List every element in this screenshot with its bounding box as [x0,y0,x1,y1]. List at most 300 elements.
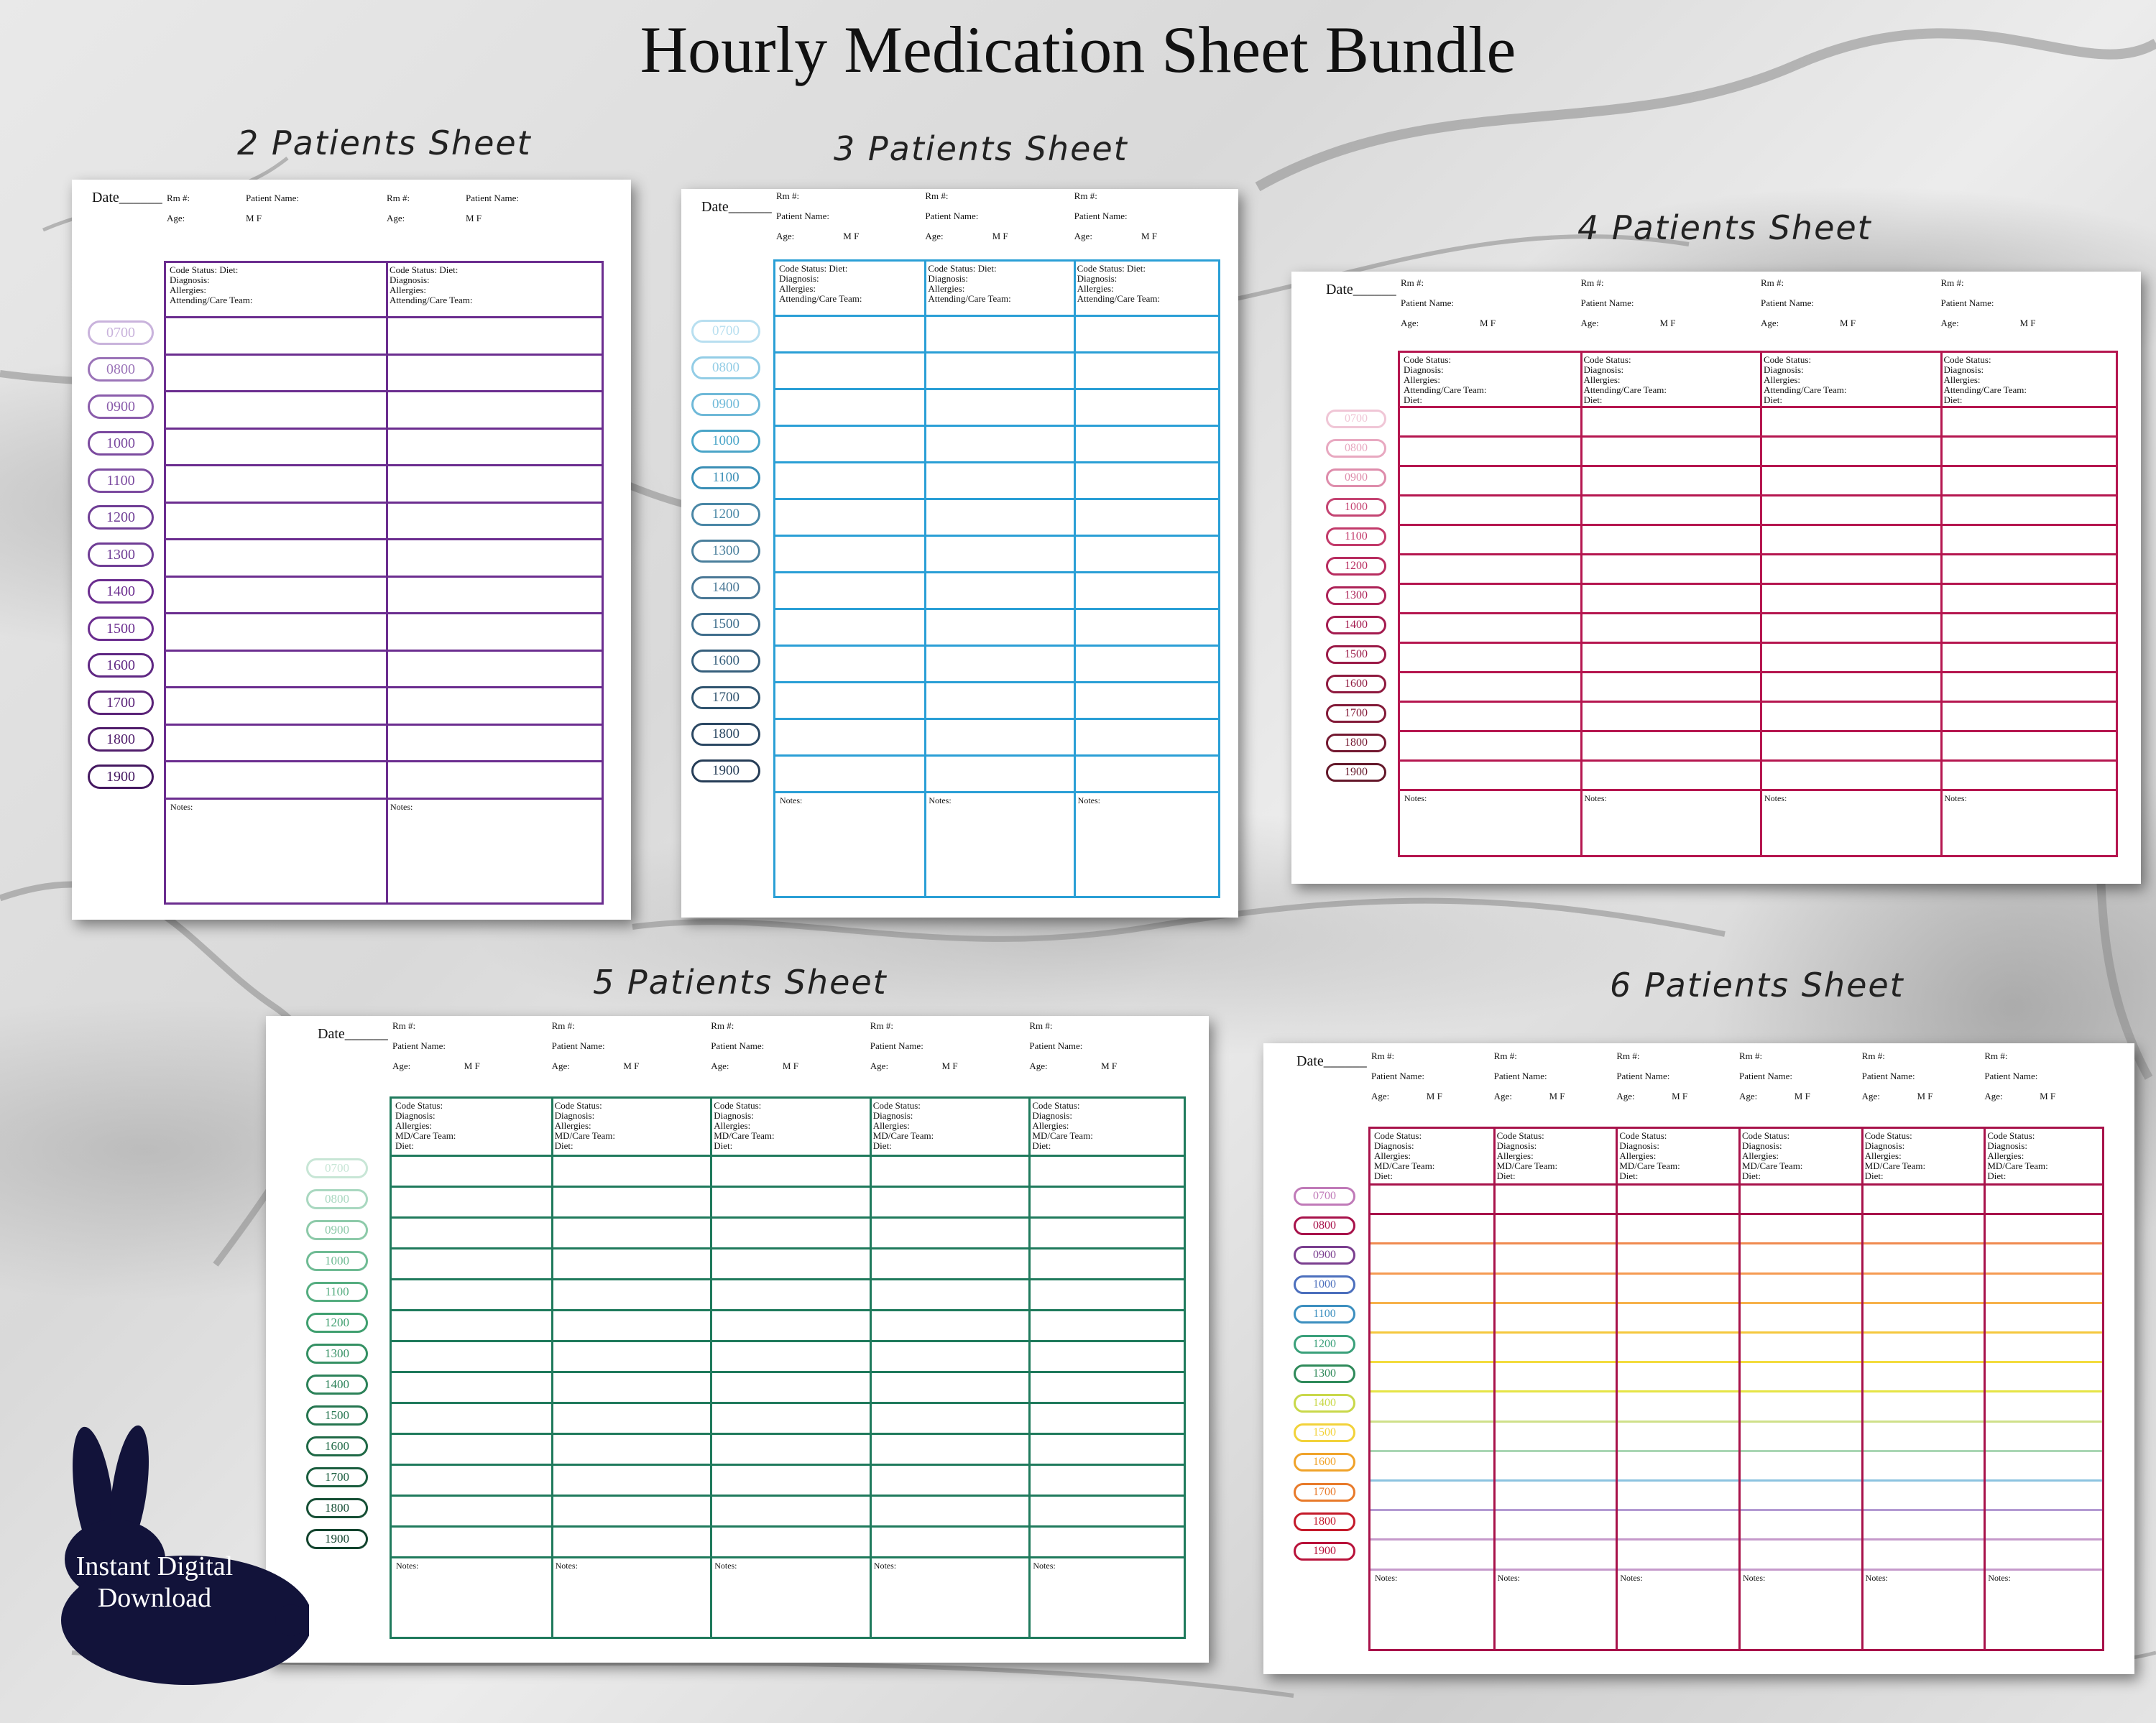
hour-entry-cell[interactable] [1760,465,1940,494]
age-label[interactable]: Age: [387,213,405,223]
hour-entry-cell[interactable] [1400,406,1580,435]
hour-entry-cell[interactable] [392,1155,551,1186]
hour-entry-cell[interactable] [1074,388,1222,425]
hour-entry-cell[interactable] [1984,1331,2106,1361]
notes-label[interactable]: Notes: [1743,1572,1766,1583]
hour-entry-cell[interactable] [1400,730,1580,759]
hour-entry-cell[interactable] [1400,553,1580,583]
hour-entry-cell[interactable] [166,760,386,798]
hour-entry-cell[interactable] [1074,425,1222,461]
hour-entry-cell[interactable] [1861,1479,1984,1509]
hour-entry-cell[interactable] [924,608,1073,645]
notes-label[interactable]: Notes: [1497,1572,1520,1583]
sex-options[interactable]: M F [1794,1091,1810,1101]
hour-entry-cell[interactable] [166,464,386,502]
hour-entry-cell[interactable] [1940,642,2121,671]
hour-entry-cell[interactable] [1940,730,2121,759]
hour-entry-cell[interactable] [1861,1450,1984,1479]
sex-options[interactable]: M F [992,231,1008,241]
hour-entry-cell[interactable] [1984,1390,2106,1420]
hour-entry-cell[interactable] [1370,1331,1493,1361]
hour-entry-cell[interactable] [1861,1361,1984,1390]
hour-entry-cell[interactable] [1400,494,1580,524]
hour-entry-cell[interactable] [392,1464,551,1495]
hour-entry-cell[interactable] [386,502,606,539]
patient-name-label[interactable]: Patient Name: [711,1040,765,1051]
hour-entry-cell[interactable] [1074,754,1222,791]
patient-name-label[interactable]: Patient Name: [925,211,979,221]
hour-entry-cell[interactable] [1940,406,2121,435]
sex-options[interactable]: M F [1141,231,1157,241]
hour-entry-cell[interactable] [924,754,1073,791]
hour-entry-cell[interactable] [1940,465,2121,494]
patient-info-cell[interactable]: Code Status: Diagnosis: Allergies: MD/Care Team: Diet: [1496,1130,1558,1181]
room-number-label[interactable]: Rm #: [776,190,800,201]
patient-name-label[interactable]: Patient Name: [1371,1071,1425,1081]
hour-entry-cell[interactable] [166,428,386,465]
room-number-label[interactable]: Rm #: [1493,1050,1517,1061]
sex-options[interactable]: M F [1549,1091,1565,1101]
hour-entry-cell[interactable] [1738,1183,1861,1213]
hour-entry-cell[interactable] [710,1495,870,1525]
hour-entry-cell[interactable] [1760,612,1940,642]
patient-info-cell[interactable]: Code Status: Diagnosis: Allergies: MD/Care Team: Diet: [1032,1100,1093,1151]
sex-options[interactable]: M F [843,231,860,241]
hour-entry-cell[interactable] [166,502,386,539]
hour-entry-cell[interactable] [166,316,386,354]
hour-entry-cell[interactable] [1760,671,1940,701]
hour-entry-cell[interactable] [1738,1538,1861,1568]
room-number-label[interactable]: Rm #: [1029,1020,1053,1031]
hour-entry-cell[interactable] [1984,1509,2106,1538]
hour-entry-cell[interactable] [870,1278,1029,1309]
hour-entry-cell[interactable] [1074,315,1222,351]
age-label[interactable]: Age: [1029,1061,1048,1071]
date-field[interactable]: Date______ [701,199,772,215]
date-field[interactable]: Date______ [1296,1053,1367,1069]
hour-entry-cell[interactable] [1580,494,1761,524]
patient-info-cell[interactable]: Code Status: Diet: Diagnosis: Allergies: Attending/Care Team: [779,263,862,304]
hour-entry-cell[interactable] [1984,1361,2106,1390]
notes-label[interactable]: Notes: [780,795,803,805]
patient-info-cell[interactable]: Code Status: Diagnosis: Allergies: MD/Care Team: Diet: [1742,1130,1803,1181]
age-label[interactable]: Age: [1861,1091,1880,1101]
hour-entry-cell[interactable] [1616,1183,1738,1213]
hour-entry-cell[interactable] [710,1216,870,1247]
hour-entry-cell[interactable] [1760,642,1940,671]
hour-entry-cell[interactable] [1760,406,1940,435]
hour-entry-cell[interactable] [1493,1390,1616,1420]
patient-info-cell[interactable]: Code Status: Diagnosis: Allergies: MD/Care Team: Diet: [872,1100,934,1151]
patient-info-cell[interactable]: Code Status: Diagnosis: Allergies: Attending/Care Team: Diet: [1404,354,1487,405]
hour-entry-cell[interactable] [710,1340,870,1371]
hour-entry-cell[interactable] [1984,1242,2106,1272]
sex-options[interactable]: M F [464,1061,480,1071]
room-number-label[interactable]: Rm #: [870,1020,893,1031]
room-number-label[interactable]: Rm #: [1616,1050,1640,1061]
hour-entry-cell[interactable] [1984,1421,2106,1450]
hour-entry-cell[interactable] [1738,1242,1861,1272]
hour-entry-cell[interactable] [775,498,924,535]
hour-entry-cell[interactable] [551,1371,711,1402]
hour-entry-cell[interactable] [1940,494,2121,524]
hour-entry-cell[interactable] [1861,1509,1984,1538]
hour-entry-cell[interactable] [1738,1213,1861,1242]
patient-info-cell[interactable]: Code Status: Diet: Diagnosis: Allergies: Attending/Care Team: [1077,263,1161,304]
hour-entry-cell[interactable] [1861,1213,1984,1242]
age-label[interactable]: Age: [1761,318,1779,328]
notes-label[interactable]: Notes: [1764,793,1787,803]
hour-entry-cell[interactable] [1493,1302,1616,1331]
hour-entry-cell[interactable] [1984,1272,2106,1302]
hour-entry-cell[interactable] [1074,461,1222,498]
hour-entry-cell[interactable] [775,351,924,388]
patient-info-cell[interactable]: Code Status: Diagnosis: Allergies: Attending/Care Team: Diet: [1943,354,2027,405]
hour-entry-cell[interactable] [1493,1421,1616,1450]
notes-label[interactable]: Notes: [170,801,193,812]
hour-entry-cell[interactable] [1028,1495,1188,1525]
hour-entry-cell[interactable] [1370,1390,1493,1420]
age-label[interactable]: Age: [1074,231,1092,241]
hour-entry-cell[interactable] [386,650,606,687]
hour-entry-cell[interactable] [710,1402,870,1433]
hour-entry-cell[interactable] [1738,1479,1861,1509]
hour-entry-cell[interactable] [1580,642,1761,671]
hour-entry-cell[interactable] [924,461,1073,498]
hour-entry-cell[interactable] [1861,1390,1984,1420]
hour-entry-cell[interactable] [386,576,606,613]
hour-entry-cell[interactable] [392,1247,551,1278]
age-label[interactable]: Age: [1984,1091,2003,1101]
hour-entry-cell[interactable] [1940,524,2121,553]
hour-entry-cell[interactable] [166,686,386,724]
hour-entry-cell[interactable] [1400,612,1580,642]
age-label[interactable]: Age: [1401,318,1419,328]
hour-entry-cell[interactable] [1400,524,1580,553]
hour-entry-cell[interactable] [1580,465,1761,494]
hour-entry-cell[interactable] [1580,759,1761,789]
sex-options[interactable]: M F [1480,318,1496,328]
hour-entry-cell[interactable] [1370,1272,1493,1302]
hour-entry-cell[interactable] [551,1278,711,1309]
hour-entry-cell[interactable] [1028,1309,1188,1340]
patient-info-cell[interactable]: Code Status: Diagnosis: Allergies: MD/Care Team: Diet: [1619,1130,1680,1181]
hour-entry-cell[interactable] [1400,583,1580,612]
age-label[interactable]: Age: [1616,1091,1635,1101]
hour-entry-cell[interactable] [392,1340,551,1371]
room-number-label[interactable]: Rm #: [1861,1050,1885,1061]
room-number-label[interactable]: Rm #: [1940,277,1964,288]
sex-options[interactable]: M F [2019,318,2036,328]
patient-info-cell[interactable]: Code Status: Diagnosis: Allergies: MD/Care Team: Diet: [1987,1130,2048,1181]
room-number-label[interactable]: Rm #: [925,190,949,201]
hour-entry-cell[interactable] [1580,406,1761,435]
hour-entry-cell[interactable] [1028,1216,1188,1247]
hour-entry-cell[interactable] [775,461,924,498]
hour-entry-cell[interactable] [166,390,386,428]
hour-entry-cell[interactable] [551,1340,711,1371]
hour-entry-cell[interactable] [1493,1213,1616,1242]
hour-entry-cell[interactable] [386,316,606,354]
hour-entry-cell[interactable] [1028,1402,1188,1433]
notes-label[interactable]: Notes: [1620,1572,1643,1583]
notes-label[interactable]: Notes: [1584,793,1607,803]
patient-info-cell[interactable]: Code Status: Diagnosis: Allergies: Attending/Care Team: Diet: [1583,354,1667,405]
hour-entry-cell[interactable] [1861,1302,1984,1331]
hour-entry-cell[interactable] [924,571,1073,608]
room-number-label[interactable]: Rm #: [1371,1050,1395,1061]
age-label[interactable]: Age: [1580,318,1599,328]
patient-name-label[interactable]: Patient Name: [1074,211,1128,221]
hour-entry-cell[interactable] [386,760,606,798]
patient-name-label[interactable]: Patient Name: [1493,1071,1547,1081]
hour-entry-cell[interactable] [710,1433,870,1464]
hour-entry-cell[interactable] [710,1309,870,1340]
hour-entry-cell[interactable] [166,612,386,650]
hour-entry-cell[interactable] [710,1464,870,1495]
hour-entry-cell[interactable] [924,645,1073,681]
hour-entry-cell[interactable] [1738,1450,1861,1479]
age-label[interactable]: Age: [1739,1091,1758,1101]
hour-entry-cell[interactable] [1493,1538,1616,1568]
hour-entry-cell[interactable] [1861,1331,1984,1361]
hour-entry-cell[interactable] [924,425,1073,461]
age-label[interactable]: Age: [1940,318,1959,328]
room-number-label[interactable]: Rm #: [551,1020,575,1031]
patient-name-label[interactable]: Patient Name: [1984,1071,2038,1081]
sex-options[interactable]: M F [2040,1091,2056,1101]
hour-entry-cell[interactable] [386,464,606,502]
hour-entry-cell[interactable] [551,1216,711,1247]
hour-entry-cell[interactable] [1940,612,2121,642]
hour-entry-cell[interactable] [1370,1509,1493,1538]
patient-name-label[interactable]: Patient Name: [551,1040,605,1051]
notes-label[interactable]: Notes: [555,1561,578,1571]
hour-entry-cell[interactable] [1028,1371,1188,1402]
hour-entry-cell[interactable] [1738,1302,1861,1331]
patient-info-cell[interactable]: Code Status: Diagnosis: Allergies: MD/Care Team: Diet: [1864,1130,1926,1181]
notes-label[interactable]: Notes: [1375,1572,1398,1583]
hour-entry-cell[interactable] [386,428,606,465]
hour-entry-cell[interactable] [386,612,606,650]
hour-entry-cell[interactable] [1984,1450,2106,1479]
hour-entry-cell[interactable] [1760,583,1940,612]
notes-label[interactable]: Notes: [1988,1572,2011,1583]
hour-entry-cell[interactable] [1616,1450,1738,1479]
patient-name-label[interactable]: Patient Name: [1401,297,1455,308]
hour-entry-cell[interactable] [392,1216,551,1247]
patient-name-label[interactable]: Patient Name: [1580,297,1634,308]
hour-entry-cell[interactable] [1861,1272,1984,1302]
hour-entry-cell[interactable] [1738,1421,1861,1450]
hour-entry-cell[interactable] [1493,1272,1616,1302]
sex-options[interactable]: M F [782,1061,798,1071]
patient-info-cell[interactable]: Code Status: Diagnosis: Allergies: MD/Care Team: Diet: [554,1100,616,1151]
hour-entry-cell[interactable] [1028,1278,1188,1309]
hour-entry-cell[interactable] [1738,1331,1861,1361]
patient-name-label[interactable]: Patient Name: [870,1040,923,1051]
room-number-label[interactable]: Rm #: [711,1020,734,1031]
age-label[interactable]: Age: [1371,1091,1390,1101]
notes-label[interactable]: Notes: [714,1561,737,1571]
notes-label[interactable]: Notes: [396,1561,419,1571]
hour-entry-cell[interactable] [870,1247,1029,1278]
hour-entry-cell[interactable] [775,718,924,754]
hour-entry-cell[interactable] [551,1402,711,1433]
hour-entry-cell[interactable] [1580,435,1761,465]
hour-entry-cell[interactable] [1616,1509,1738,1538]
hour-entry-cell[interactable] [1400,701,1580,730]
patient-info-cell[interactable]: Code Status: Diet: Diagnosis: Allergies: Attending/Care Team: [928,263,1011,304]
hour-entry-cell[interactable] [1616,1242,1738,1272]
hour-entry-cell[interactable] [870,1371,1029,1402]
age-label[interactable]: Age: [551,1061,570,1071]
hour-entry-cell[interactable] [1370,1183,1493,1213]
patient-name-label[interactable]: Patient Name: [1029,1040,1083,1051]
hour-entry-cell[interactable] [775,608,924,645]
hour-entry-cell[interactable] [710,1371,870,1402]
hour-entry-cell[interactable] [1760,524,1940,553]
hour-entry-cell[interactable] [1760,730,1940,759]
patient-name-label[interactable]: Patient Name: [1739,1071,1793,1081]
hour-entry-cell[interactable] [870,1186,1029,1216]
hour-entry-cell[interactable] [1400,642,1580,671]
hour-entry-cell[interactable] [775,388,924,425]
hour-entry-cell[interactable] [1616,1272,1738,1302]
hour-entry-cell[interactable] [386,724,606,761]
hour-entry-cell[interactable] [1028,1525,1188,1556]
notes-label[interactable]: Notes: [1077,795,1100,805]
hour-entry-cell[interactable] [166,538,386,576]
hour-entry-cell[interactable] [775,645,924,681]
hour-entry-cell[interactable] [392,1278,551,1309]
hour-entry-cell[interactable] [1940,671,2121,701]
hour-entry-cell[interactable] [710,1186,870,1216]
hour-entry-cell[interactable] [386,686,606,724]
hour-entry-cell[interactable] [924,718,1073,754]
hour-entry-cell[interactable] [1493,1242,1616,1272]
hour-entry-cell[interactable] [1493,1361,1616,1390]
hour-entry-cell[interactable] [1580,553,1761,583]
hour-entry-cell[interactable] [1400,435,1580,465]
hour-entry-cell[interactable] [1984,1302,2106,1331]
age-label[interactable]: Age: [711,1061,729,1071]
patient-info-cell[interactable]: Code Status: Diagnosis: Allergies: MD/Care Team: Diet: [714,1100,775,1151]
hour-entry-cell[interactable] [551,1155,711,1186]
sex-options[interactable]: M F [1426,1091,1442,1101]
age-label[interactable]: Age: [167,213,185,223]
notes-label[interactable]: Notes: [1033,1561,1056,1571]
hour-entry-cell[interactable] [1074,498,1222,535]
sex-options[interactable]: M F [246,213,262,223]
hour-entry-cell[interactable] [1940,583,2121,612]
hour-entry-cell[interactable] [1760,701,1940,730]
room-number-label[interactable]: Rm #: [1984,1050,2008,1061]
hour-entry-cell[interactable] [1580,701,1761,730]
hour-entry-cell[interactable] [551,1495,711,1525]
hour-entry-cell[interactable] [1616,1331,1738,1361]
room-number-label[interactable]: Rm #: [1739,1050,1763,1061]
hour-entry-cell[interactable] [1493,1509,1616,1538]
hour-entry-cell[interactable] [870,1216,1029,1247]
hour-entry-cell[interactable] [1760,759,1940,789]
hour-entry-cell[interactable] [870,1433,1029,1464]
hour-entry-cell[interactable] [1738,1509,1861,1538]
hour-entry-cell[interactable] [1580,671,1761,701]
hour-entry-cell[interactable] [1370,1538,1493,1568]
patient-name-label[interactable]: Patient Name: [466,193,520,203]
hour-entry-cell[interactable] [551,1309,711,1340]
hour-entry-cell[interactable] [1616,1213,1738,1242]
room-number-label[interactable]: Rm #: [167,193,190,203]
hour-entry-cell[interactable] [1370,1302,1493,1331]
hour-entry-cell[interactable] [1861,1183,1984,1213]
hour-entry-cell[interactable] [870,1155,1029,1186]
hour-entry-cell[interactable] [1580,730,1761,759]
hour-entry-cell[interactable] [870,1464,1029,1495]
hour-entry-cell[interactable] [1616,1390,1738,1420]
hour-entry-cell[interactable] [392,1186,551,1216]
patient-name-label[interactable]: Patient Name: [246,193,300,203]
hour-entry-cell[interactable] [924,315,1073,351]
hour-entry-cell[interactable] [1616,1538,1738,1568]
hour-entry-cell[interactable] [386,390,606,428]
hour-entry-cell[interactable] [392,1495,551,1525]
hour-entry-cell[interactable] [1760,494,1940,524]
hour-entry-cell[interactable] [1616,1361,1738,1390]
hour-entry-cell[interactable] [1074,351,1222,388]
room-number-label[interactable]: Rm #: [1761,277,1784,288]
patient-name-label[interactable]: Patient Name: [776,211,830,221]
patient-info-cell[interactable]: Code Status: Diagnosis: Allergies: Attending/Care Team: Diet: [1764,354,1847,405]
hour-entry-cell[interactable] [924,535,1073,571]
sex-options[interactable]: M F [1840,318,1856,328]
notes-label[interactable]: Notes: [1404,793,1427,803]
hour-entry-cell[interactable] [775,681,924,718]
hour-entry-cell[interactable] [1861,1421,1984,1450]
hour-entry-cell[interactable] [1493,1450,1616,1479]
patient-info-cell[interactable]: Code Status: Diagnosis: Allergies: MD/Care Team: Diet: [395,1100,456,1151]
hour-entry-cell[interactable] [1370,1450,1493,1479]
sex-options[interactable]: M F [1917,1091,1933,1101]
hour-entry-cell[interactable] [392,1371,551,1402]
hour-entry-cell[interactable] [1493,1183,1616,1213]
date-field[interactable]: Date______ [92,190,162,205]
hour-entry-cell[interactable] [1074,608,1222,645]
hour-entry-cell[interactable] [1400,465,1580,494]
hour-entry-cell[interactable] [1370,1421,1493,1450]
hour-entry-cell[interactable] [386,354,606,391]
hour-entry-cell[interactable] [1738,1272,1861,1302]
hour-entry-cell[interactable] [1580,524,1761,553]
hour-entry-cell[interactable] [1760,435,1940,465]
hour-entry-cell[interactable] [710,1155,870,1186]
patient-name-label[interactable]: Patient Name: [1616,1071,1670,1081]
hour-entry-cell[interactable] [1370,1361,1493,1390]
age-label[interactable]: Age: [925,231,944,241]
room-number-label[interactable]: Rm #: [392,1020,416,1031]
sex-options[interactable]: M F [1672,1091,1688,1101]
sex-options[interactable]: M F [941,1061,958,1071]
hour-entry-cell[interactable] [1370,1242,1493,1272]
room-number-label[interactable]: Rm #: [1580,277,1604,288]
sex-options[interactable]: M F [623,1061,640,1071]
notes-label[interactable]: Notes: [1865,1572,1888,1583]
age-label[interactable]: Age: [870,1061,889,1071]
hour-entry-cell[interactable] [775,754,924,791]
hour-entry-cell[interactable] [1370,1479,1493,1509]
hour-entry-cell[interactable] [1616,1302,1738,1331]
